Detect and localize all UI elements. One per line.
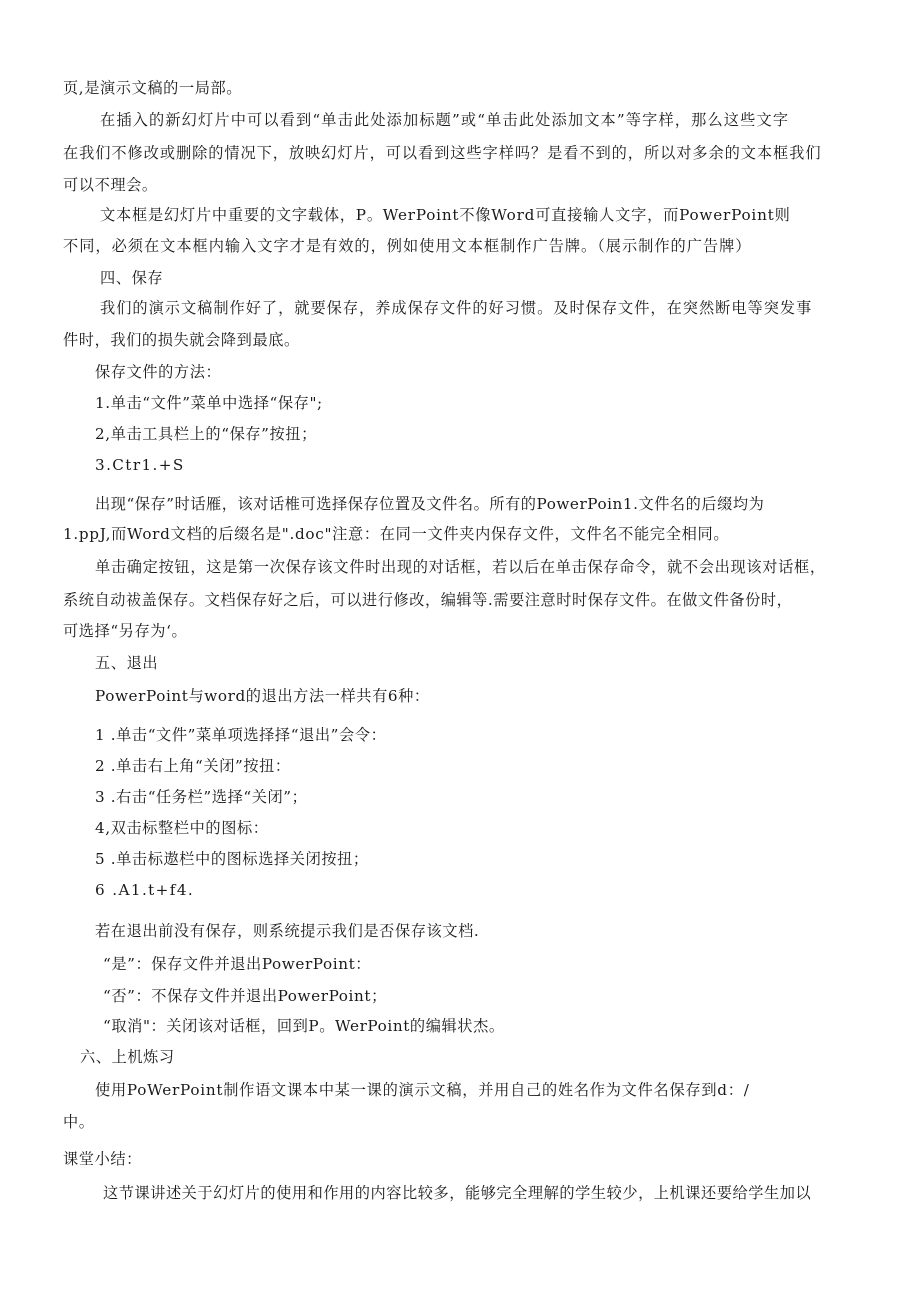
text-line: 件时，我们的损失就会降到最底。	[63, 331, 300, 349]
text-line: 我们的演示文稿制作好了，就要保存，养成保存文件的好习惯。及时保存文件，在突然断电等突发事	[100, 299, 813, 317]
text-line: 这节课讲述关于幻灯片的使用和作用的内容比较多，能够完全理解的学生较少，上机课还要给学生加以	[103, 1184, 812, 1202]
text-line: 出现“保存”时话雁，该对话椎可选择保存位置及文件名。所有的PowerPoin1.文件名的后缀均为	[95, 495, 765, 513]
text-line: 系统自动祓盖保存。文档保存好之后，可以进行修改，编辑等.需要注意时时保存文件。在做文件备份时，	[63, 591, 793, 609]
list-item: 6 .A1.t+f4.	[95, 881, 195, 899]
text-line: 不同，必须在文本框内输入文字才是有效的，例如使用文本框制作广告牌。（展示制作的广告牌）	[63, 237, 752, 255]
text-line: “否”：不保存文件并退出PowerPoint；	[103, 987, 387, 1005]
summary-heading: 课堂小结：	[63, 1150, 142, 1168]
list-item: 5 .单击标遨栏中的图标选择关闭按扭；	[95, 850, 369, 868]
section-heading: 四、保存	[100, 269, 164, 287]
text-line: 文本框是幻灯片中重要的文字载体，P。WerPoint不像Word可直接输人文字，而PowerPoint则	[100, 206, 791, 224]
text-line: 若在退出前没有保存，则系统提示我们是否保存该文档.	[95, 922, 480, 940]
text-line: 保存文件的方法：	[95, 363, 222, 381]
list-item: 2 .单击右上角“关闭”按扭：	[95, 757, 291, 775]
section-heading: 六、上机炼习	[80, 1048, 175, 1066]
list-item: 4,双击标整栏中的图标：	[95, 819, 269, 837]
text-line: 在插入的新幻灯片中可以看到“单击此处添加标题”或“单击此处添加文本”等字样，那么这些文字	[100, 111, 790, 129]
list-item: 1 .单击“文件”菜单项选择择“退出”会令：	[95, 726, 387, 744]
text-line: “取消"：关闭该对话框，回到P。WerPoint的编辑状杰。	[103, 1017, 505, 1035]
text-line: 在我们不修改或删除的情况下，放映幻灯片，可以看到这些字样吗？是看不到的，所以对多余的文本框我们	[63, 144, 822, 162]
text-line: 可选择“另存为‘。	[63, 622, 188, 640]
text-line: PowerPoint与word的退出方法一样共有6种：	[95, 687, 430, 705]
text-line: 1.ppJ,而Word文档的后缀名是".doc"注意：在同一文件夹内保存文件，文件名不能完全相同。	[63, 525, 730, 543]
text-line: 中。	[63, 1113, 95, 1131]
list-item: 3 .右击“任务栏”选择“关闭”；	[95, 788, 308, 806]
text-line: “是”：保存文件并退出PowerPoint：	[103, 955, 372, 973]
text-line: 可以不理会。	[63, 176, 158, 194]
section-heading: 五、退出	[95, 654, 159, 672]
text-line: 页,是演示文稿的一局部。	[63, 79, 243, 97]
list-item: 3.Ctr1.+S	[95, 456, 185, 474]
list-item: 1.单击“文件”菜单中选择“保存";	[95, 394, 323, 412]
list-item: 2,单击工具栏上的“保存”按扭；	[95, 425, 317, 443]
text-line: 单击确定按钮，这是第一次保存该文件时出现的对话框，若以后在单击保存命令，就不会出现该对话框，	[95, 558, 826, 576]
text-line: 使用PoWerPoint制作语文课本中某一课的演示文稿，并用自己的姓名作为文件名保存到d：/	[95, 1081, 750, 1099]
